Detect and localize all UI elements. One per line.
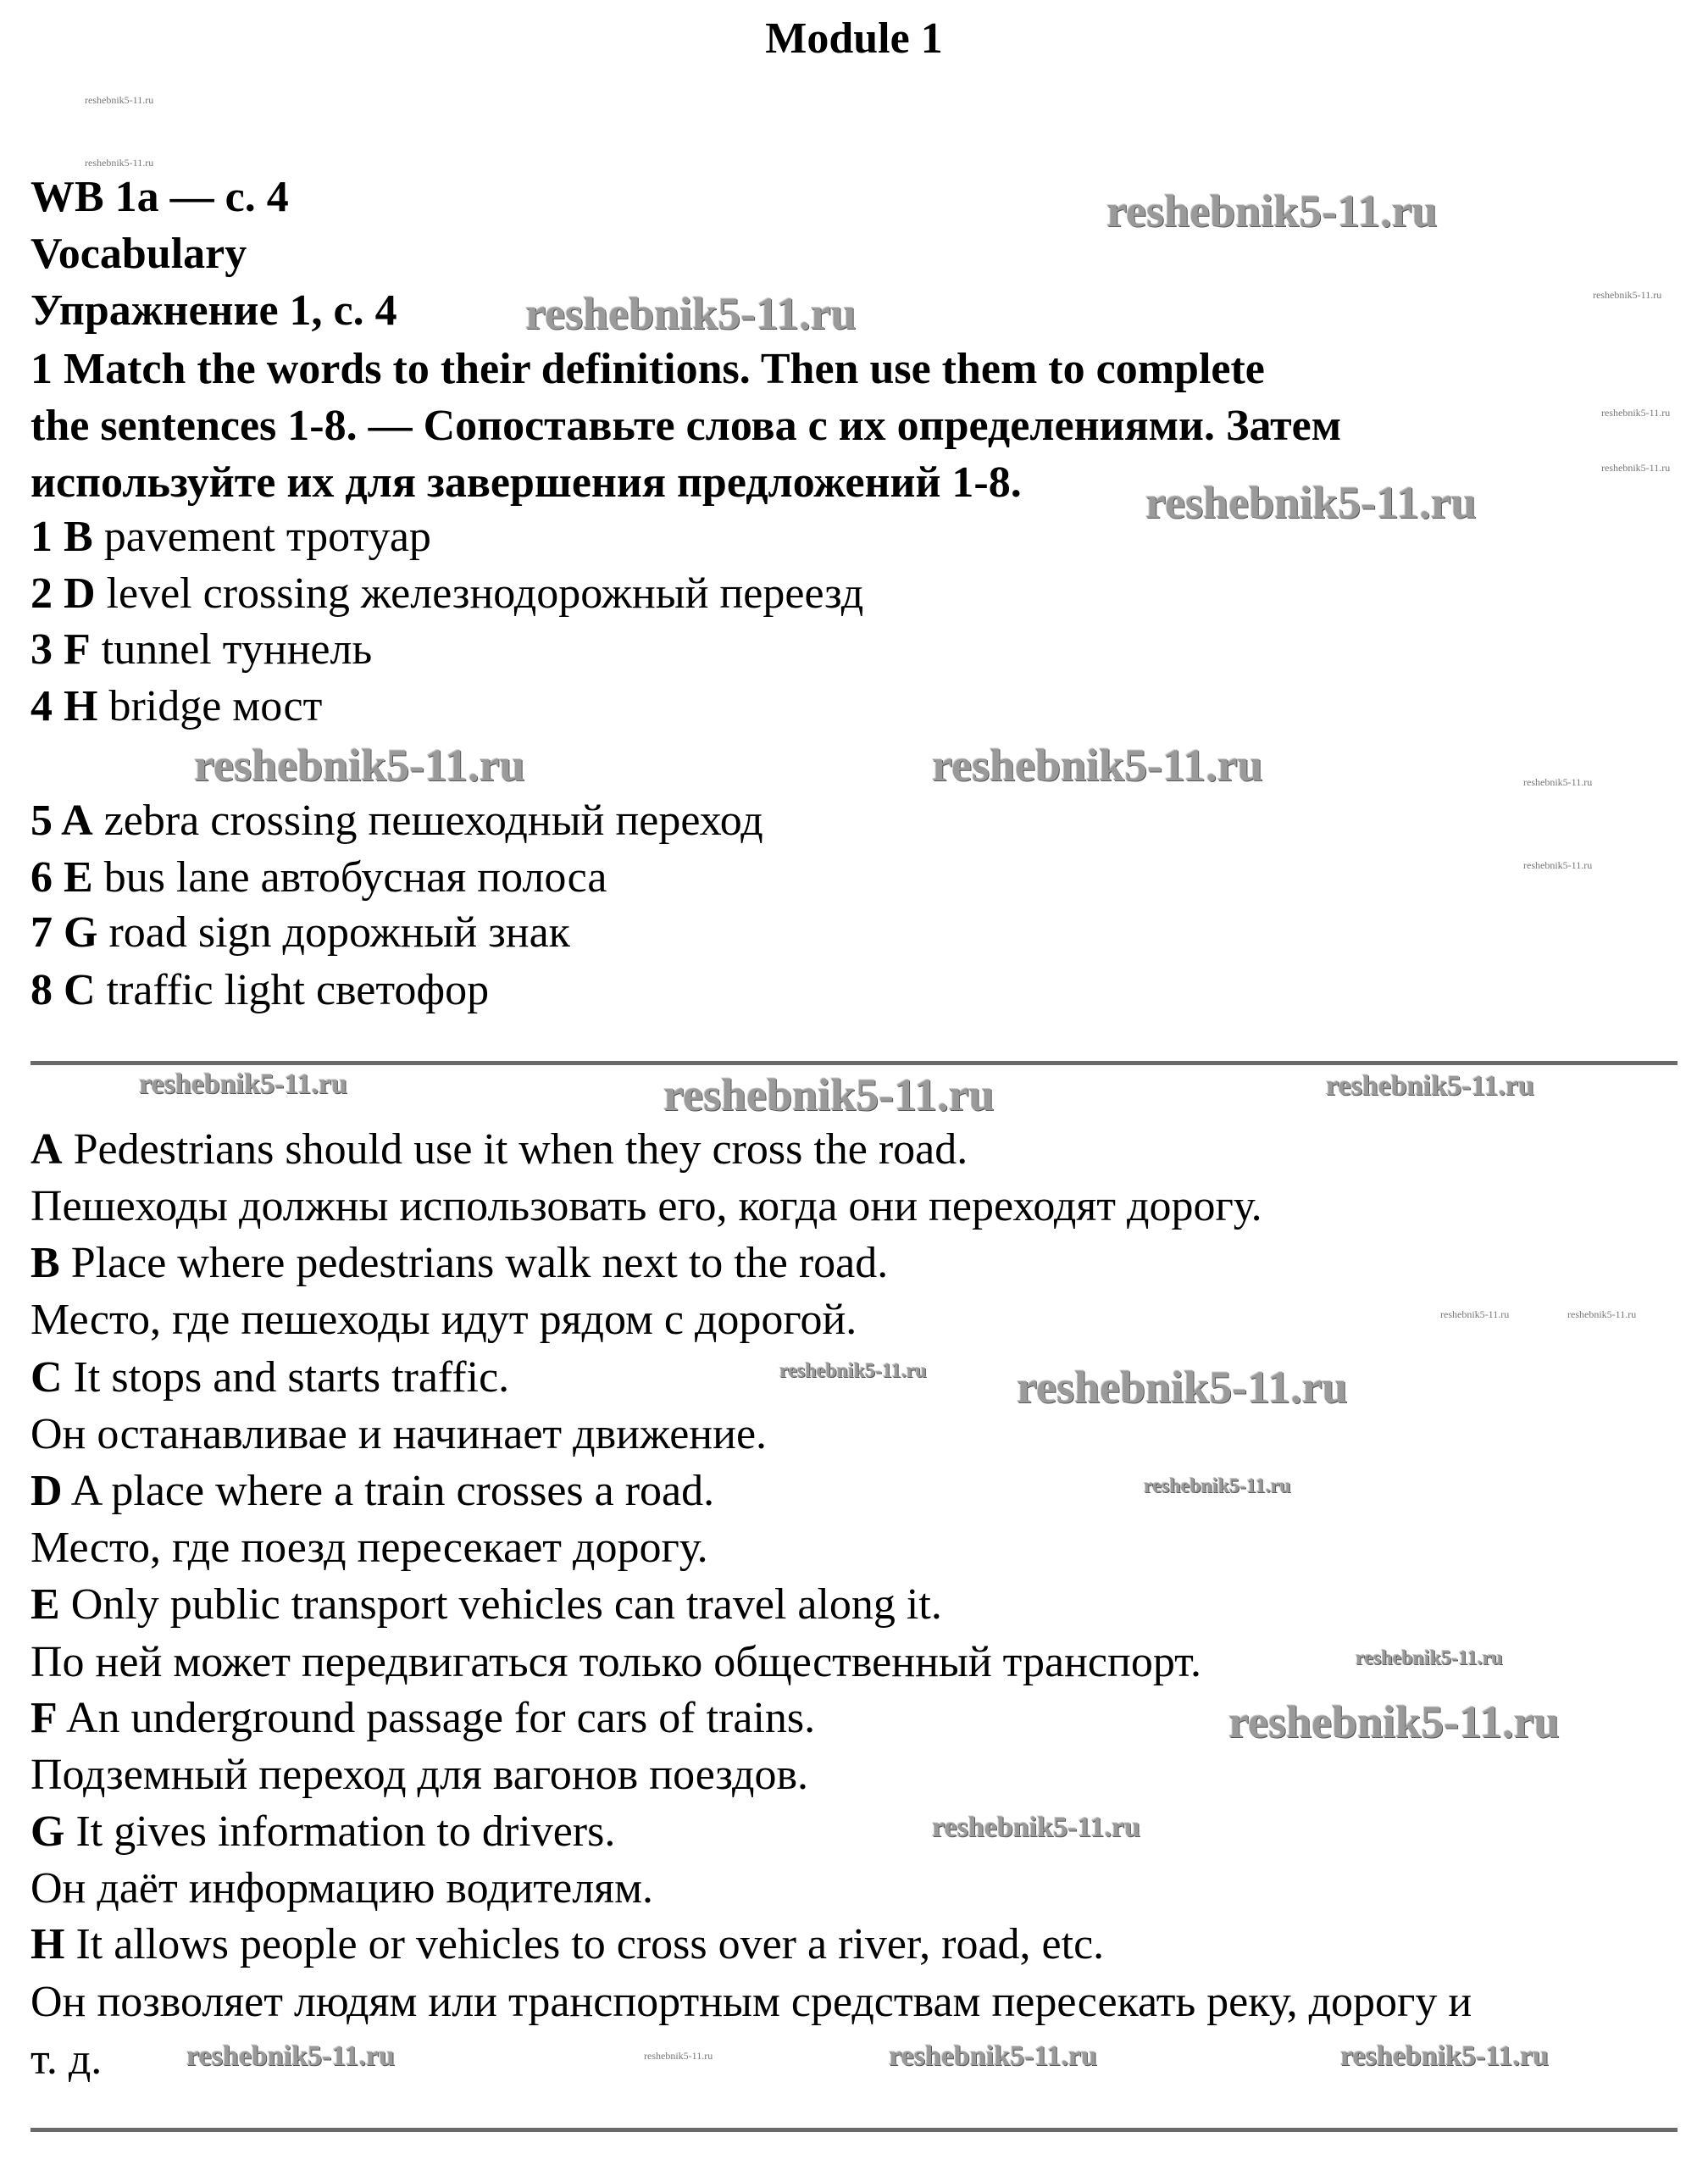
answer-text: road sign дорожный знак [97, 908, 570, 957]
answer-item [30, 569, 863, 619]
watermark: reshebnik5-11.ru [932, 740, 1263, 791]
definition-key: D [30, 1467, 63, 1515]
definition-ru-continued: т. д. [30, 2035, 103, 2084]
definition-ru: Пешеходы должны использовать его, когда они переходят дорогу. [30, 1182, 1262, 1230]
page-title: Module 1 [765, 14, 943, 63]
watermark: reshebnik5-11.ru [644, 2050, 713, 2062]
watermark: reshebnik5-11.ru [1340, 2040, 1549, 2072]
definition-ru: Он останавливае и начинает движение. [30, 1410, 768, 1458]
instruction-line-3: используйте их для завершения предложений 1-8. [30, 458, 1022, 507]
watermark: reshebnik5-11.ru [1145, 477, 1477, 528]
watermark: reshebnik5-11.ru [1144, 1475, 1291, 1497]
definition-key: G [30, 1807, 65, 1856]
answer-text: tunnel туннель [90, 625, 373, 674]
watermark: reshebnik5-11.ru [1567, 1308, 1637, 1320]
watermark: reshebnik5-11.ru [186, 2040, 395, 2072]
answer-item [30, 681, 322, 732]
watermark: reshebnik5-11.ru [1326, 1070, 1534, 1102]
instruction-line-1: 1 Match the words to their definitions. Then use them to complete [30, 345, 1265, 393]
watermark: reshebnik5-11.ru [1601, 407, 1671, 419]
divider [30, 1061, 1678, 1065]
definition-en [30, 1352, 509, 1403]
definition-text: It gives information to drivers. [64, 1807, 616, 1856]
answer-key: 2 D [30, 569, 96, 618]
watermark: reshebnik5-11.ru [1106, 186, 1438, 236]
watermark: reshebnik5-11.ru [1228, 1696, 1560, 1747]
definition-key: E [30, 1580, 60, 1629]
definition-text: Only public transport vehicles can travel along it. [59, 1580, 942, 1629]
definition-en [30, 1807, 615, 1857]
definition-ru: Место, где пешеходы идут рядом с дорогой. [30, 1296, 857, 1344]
answer-item [30, 512, 431, 563]
watermark: reshebnik5-11.ru [779, 1360, 927, 1382]
section-heading: Vocabulary [30, 230, 247, 278]
definition-en [30, 1919, 1104, 1970]
definition-en [30, 1124, 968, 1175]
answer-text: zebra crossing пешеходный переход [92, 797, 763, 845]
watermark: reshebnik5-11.ru [525, 288, 857, 339]
definition-key: A [30, 1125, 63, 1174]
answer-item [30, 796, 763, 847]
watermark: reshebnik5-11.ru [889, 2040, 1097, 2072]
definition-en [30, 1466, 714, 1517]
answer-item [30, 625, 372, 675]
answer-key: 8 C [30, 966, 96, 1014]
answer-key: 7 G [30, 908, 98, 957]
watermark: reshebnik5-11.ru [1440, 1308, 1510, 1320]
definition-key: H [30, 1920, 65, 1968]
definition-en [30, 1580, 942, 1630]
answer-text: bridge мост [97, 682, 323, 730]
answer-text: bus lane автобусная полоса [92, 853, 607, 902]
exercise-heading: Упражнение 1, с. 4 [30, 286, 397, 335]
watermark: reshebnik5-11.ru [1593, 289, 1662, 301]
definition-key: C [30, 1353, 63, 1402]
watermark: reshebnik5-11.ru [932, 1812, 1140, 1843]
definition-ru: Он даёт информацию водителям. [30, 1864, 653, 1913]
answer-text: pavement тротуар [92, 513, 431, 561]
watermark: reshebnik5-11.ru [85, 157, 154, 169]
definition-en [30, 1693, 815, 1744]
watermark: reshebnik5-11.ru [1601, 462, 1671, 474]
watermark: reshebnik5-11.ru [1356, 1647, 1503, 1669]
answer-text: traffic light светофор [95, 966, 490, 1014]
workbook-reference: WB 1a — c. 4 [30, 173, 289, 221]
definition-text: It allows people or vehicles to cross over a river, road, etc. [64, 1920, 1105, 1968]
definition-ru: Подземный переход для вагонов поездов. [30, 1751, 809, 1799]
watermark: reshebnik5-11.ru [1523, 776, 1593, 788]
answer-key: 6 E [30, 853, 93, 902]
answer-key: 4 H [30, 682, 98, 730]
watermark: reshebnik5-11.ru [1523, 859, 1593, 871]
divider [30, 2128, 1678, 2132]
definition-text: An underground passage for cars of trains. [57, 1694, 816, 1742]
answer-item [30, 908, 570, 958]
definition-text: Place where pedestrians walk next to the road. [59, 1239, 889, 1287]
definition-ru: По ней может передвигаться только общественный транспорт. [30, 1638, 1201, 1686]
answer-item [30, 965, 489, 1016]
watermark: reshebnik5-11.ru [85, 94, 154, 106]
watermark: reshebnik5-11.ru [663, 1069, 995, 1120]
watermark: reshebnik5-11.ru [1017, 1362, 1348, 1413]
definition-text: A place where a train crosses a road. [62, 1467, 715, 1515]
instruction-line-2: the sentences 1-8. — Сопоставьте слова с их определениями. Затем [30, 402, 1342, 450]
definition-en [30, 1238, 888, 1289]
definition-text: Pedestrians should use it when they cross the road. [62, 1125, 968, 1174]
answer-key: 3 F [30, 625, 91, 674]
definition-ru: Место, где поезд пересекает дорогу. [30, 1524, 708, 1572]
watermark: reshebnik5-11.ru [139, 1069, 347, 1100]
definition-ru: Он позволяет людям или транспортным средствам пересекать реку, дорогу и [30, 1978, 1472, 2026]
definition-key: B [30, 1239, 60, 1287]
answer-key: 1 B [30, 513, 93, 561]
answer-text: level crossing железнодорожный переезд [95, 569, 864, 618]
answer-key: 5 A [30, 797, 93, 845]
watermark: reshebnik5-11.ru [194, 740, 525, 791]
definition-text: It stops and starts traffic. [62, 1353, 510, 1402]
answer-item [30, 852, 607, 903]
definition-key: F [30, 1694, 58, 1742]
